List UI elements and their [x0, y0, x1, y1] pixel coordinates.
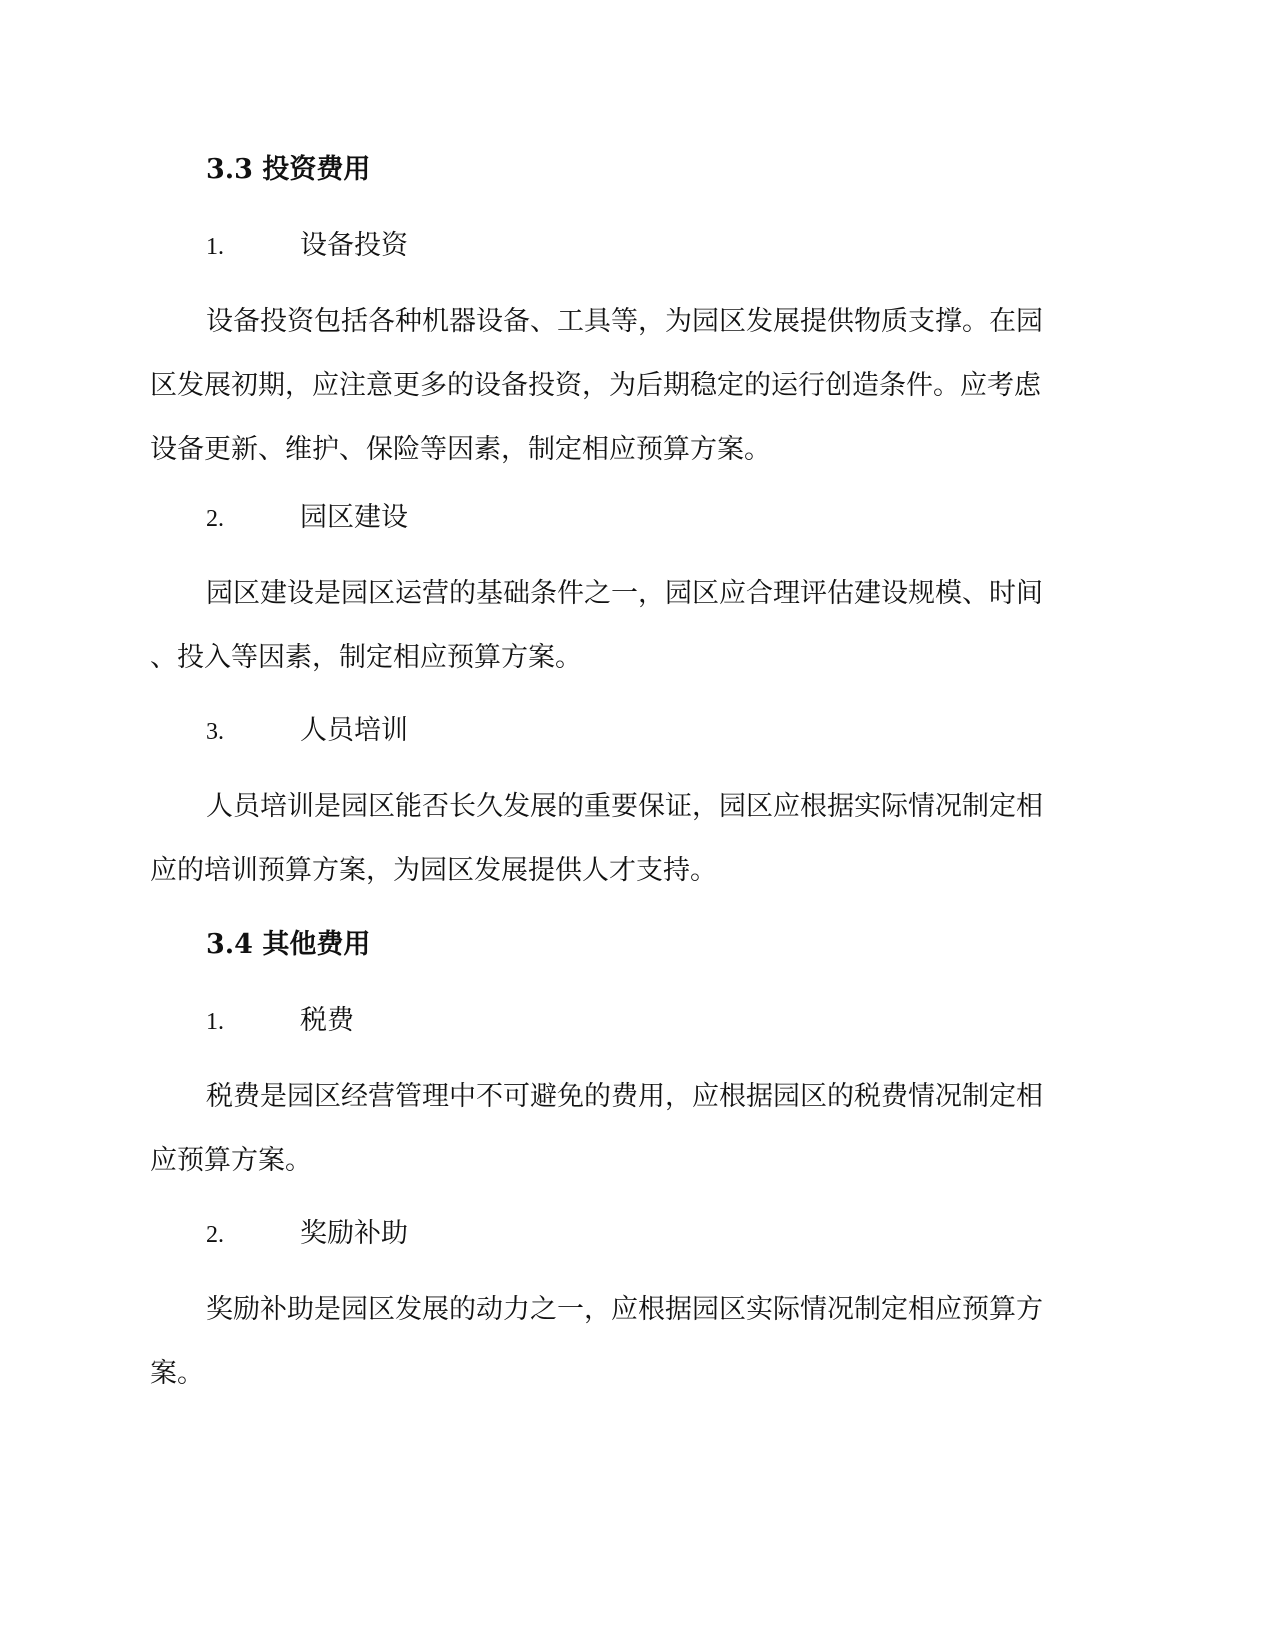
section-heading-3-4: 3.4 其他费用 [206, 929, 371, 960]
list-item-number: 2. [206, 1222, 224, 1248]
paragraph-line: 应预算方案。 [150, 1145, 312, 1176]
list-item-rewards-subsidies [206, 1216, 408, 1253]
paragraph-line: 区发展初期，应注意更多的设备投资，为后期稳定的运行创造条件。应考虑 [150, 370, 1041, 401]
list-item-title: 设备投资 [300, 230, 408, 261]
list-item-number: 3. [206, 719, 224, 745]
paragraph-line: 应的培训预算方案，为园区发展提供人才支持。 [150, 855, 717, 886]
list-item-number: 1. [206, 234, 224, 260]
list-item-title: 园区建设 [300, 502, 408, 533]
paragraph-taxes [150, 1065, 1126, 1193]
paragraph-line: 税费是园区经营管理中不可避免的费用，应根据园区的税费情况制定相 [206, 1081, 1043, 1112]
list-item-taxes [206, 1003, 354, 1040]
list-item-staff-training [206, 713, 408, 750]
paragraph-rewards-subsidies [150, 1278, 1126, 1406]
paragraph-equipment-investment [150, 290, 1126, 482]
list-item-number: 2. [206, 506, 224, 532]
section-heading-3-3: 3.3 投资费用 [206, 154, 371, 185]
list-item-equipment-investment [206, 228, 408, 265]
list-item-title: 人员培训 [300, 715, 408, 746]
paragraph-line: 设备投资包括各种机器设备、工具等，为园区发展提供物质支撑。在园 [206, 306, 1043, 337]
paragraph-line: 案。 [150, 1358, 204, 1389]
list-item-number: 1. [206, 1009, 224, 1035]
paragraph-line: 设备更新、维护、保险等因素，制定相应预算方案。 [150, 434, 771, 465]
list-item-park-construction [206, 500, 408, 537]
list-item-title: 税费 [300, 1005, 354, 1036]
paragraph-line: 、投入等因素，制定相应预算方案。 [150, 642, 582, 673]
paragraph-line: 人员培训是园区能否长久发展的重要保证，园区应根据实际情况制定相 [206, 791, 1043, 822]
paragraph-park-construction [150, 562, 1126, 690]
list-item-title: 奖励补助 [300, 1218, 408, 1249]
paragraph-line: 园区建设是园区运营的基础条件之一，园区应合理评估建设规模、时间 [206, 578, 1043, 609]
paragraph-line: 奖励补助是园区发展的动力之一，应根据园区实际情况制定相应预算方 [206, 1294, 1043, 1325]
paragraph-staff-training [150, 775, 1126, 903]
